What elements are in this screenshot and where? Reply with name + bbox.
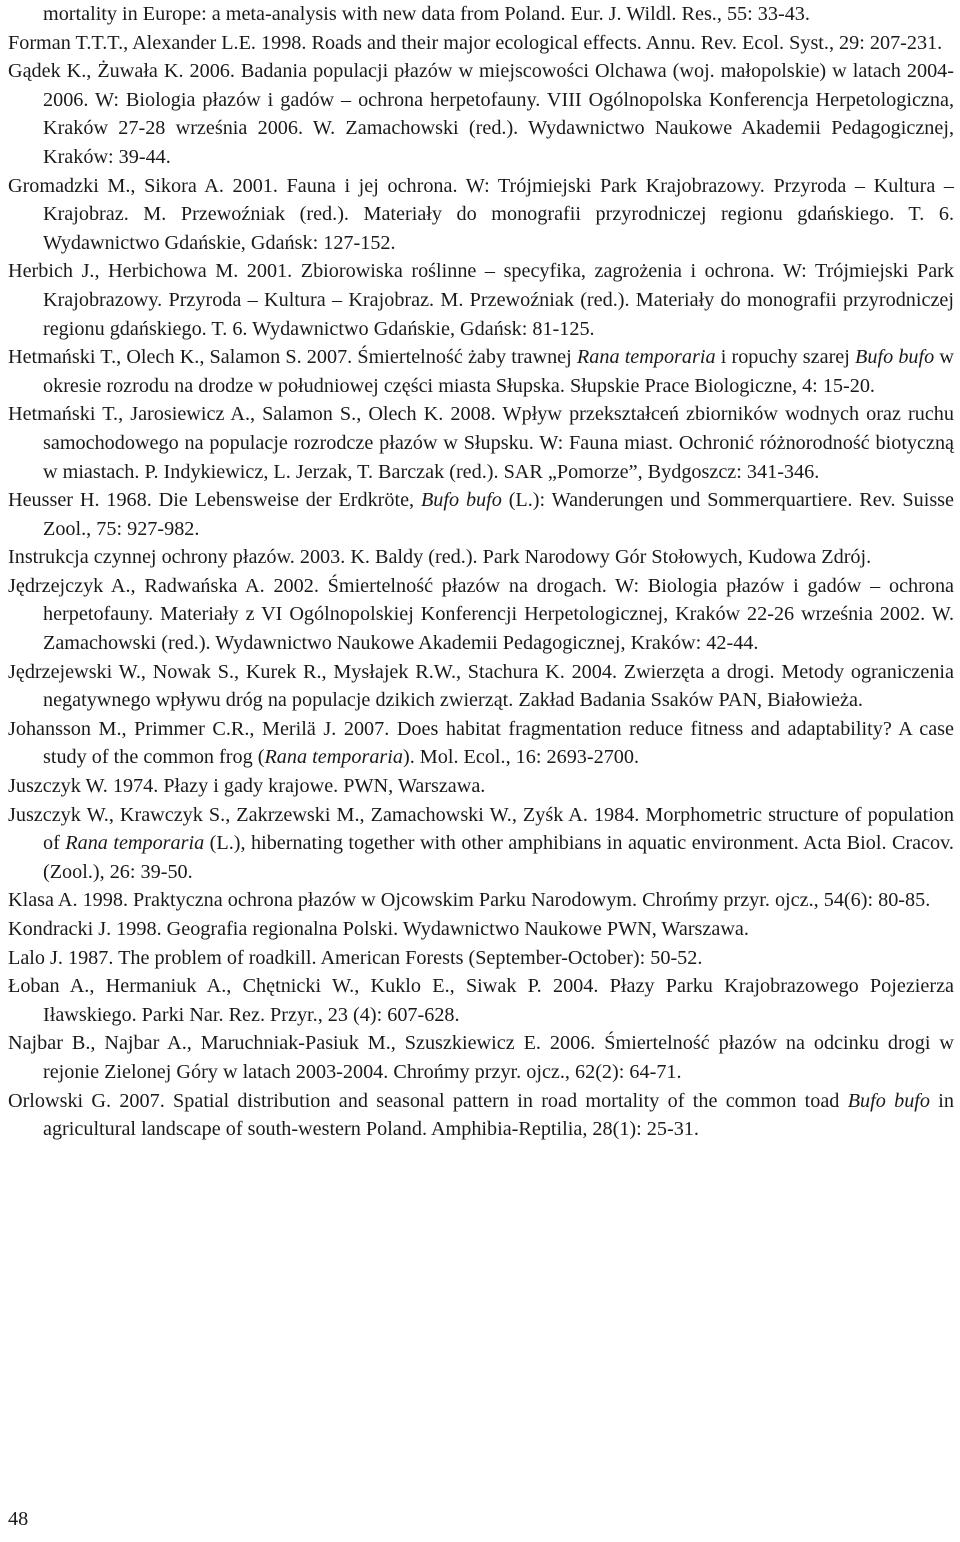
reference-entry	[8, 715, 954, 772]
reference-entry	[8, 944, 954, 973]
reference-text: Jędrzejczyk A., Radwańska A. 2002. Śmiertelność płazów na drogach. W: Biologia płazów i gadów – ochrona herpetofauny. Materiały z VI Ogólnopolskiej Konferencji Herpetologicznej, Kraków 22-26 września 2002. W. Zamachowski (red.). Wydawnictwo Naukowe Akademii Pedagogicznej, Kraków: 42-44.	[8, 574, 954, 655]
reference-text: Lalo J. 1987. The problem of roadkill. American Forests (September-October): 50-52.	[8, 946, 703, 969]
reference-text: mortality in Europe: a meta-analysis with new data from Poland. Eur. J. Wildl. Res., 55: 33-43.	[43, 3, 810, 25]
reference-text: ). Mol. Ecol., 16: 2693-2700.	[402, 746, 640, 769]
reference-list	[8, 0, 954, 1144]
reference-entry	[8, 572, 954, 658]
reference-text: Kondracki J. 1998. Geografia regionalna Polski. Wydawnictwo Naukowe PWN, Warszawa.	[8, 918, 749, 940]
reference-text: Instrukcja czynnej ochrony płazów. 2003. K. Baldy (red.). Park Narodowy Gór Stołowych, Kudowa Zdrój.	[8, 546, 872, 569]
reference-entry	[8, 343, 954, 400]
reference-entry	[8, 772, 954, 801]
reference-entry	[8, 400, 954, 486]
reference-entry	[8, 172, 954, 258]
reference-text: w okresie rozrodu na drodze w południowej części miasta Słupska. Słupskie Prace Biologiczne, 4: 15-20.	[43, 346, 954, 397]
reference-text: (L.): Wanderungen und Sommerquartiere. Rev. Suisse Zool., 75: 927-982.	[43, 489, 954, 540]
reference-text: Najbar B., Najbar A., Maruchniak-Pasiuk M., Szuszkiewicz E. 2006. Śmiertelność płazów na odcinku drogi w rejonie Zielonej Góry w latach 2003-2004. Chrońmy przyr. ojcz., 62(2): 64-71.	[8, 1032, 954, 1083]
species-name: Bufo bufo	[420, 489, 502, 512]
reference-entry	[8, 257, 954, 343]
reference-entry	[8, 915, 954, 944]
reference-entry	[8, 801, 954, 887]
reference-continuation	[8, 0, 954, 29]
reference-text: Klasa A. 1998. Praktyczna ochrona płazów w Ojcowskim Parku Narodowym. Chrońmy przyr. ojcz., 54(6): 80-85.	[8, 889, 931, 912]
reference-text: Johansson M., Primmer C.R., Merilä J. 2007. Does habitat fragmentation reduce fitness and adaptability? A case study of the common frog (	[8, 717, 954, 769]
reference-text: i ropuchy szarej	[715, 346, 856, 369]
reference-text: Jędrzejewski W., Nowak S., Kurek R., Mysłajek R.W., Stachura K. 2004. Zwierzęta a drogi. Metody ograniczenia negatywnego wpływu dróg na populacje dzikich zwierząt. Zakład Badania Ssaków PAN, Białowieża.	[8, 660, 954, 712]
reference-entry	[8, 972, 954, 1029]
reference-text: Gądek K., Żuwała K. 2006. Badania populacji płazów w miejscowości Olchawa (woj. małopolskie) w latach 2004-2006. W: Biologia płazów i gadów – ochrona herpetofauny. VIII Ogólnopolska Konferencja Herpetologiczna, Kraków 27-28 września 2006. W. Zamachowski (red.). Wydawnictwo Naukowe Akademii Pedagogicznej, Kraków: 39-44.	[8, 60, 954, 168]
species-name: Rana temporaria	[264, 746, 403, 769]
reference-entry	[8, 486, 954, 543]
reference-entry	[8, 1029, 954, 1086]
reference-text: Łoban A., Hermaniuk A., Chętnicki W., Kuklo E., Siwak P. 2004. Płazy Parku Krajobrazowego Pojezierza Iławskiego. Parki Nar. Rez. Przyr., 23 (4): 607-628.	[8, 975, 954, 1026]
reference-text: Hetmański T., Olech K., Salamon S. 2007. Śmiertelność żaby trawnej	[8, 346, 577, 369]
page-number: 48	[8, 1508, 29, 1530]
reference-entry	[8, 1087, 954, 1144]
reference-entry	[8, 57, 954, 171]
reference-entry	[8, 543, 954, 572]
species-name: Rana temporaria	[576, 346, 716, 369]
species-name: Rana temporaria	[65, 832, 205, 855]
reference-text: (L.), hibernating together with other amphibians in aquatic environment. Acta Biol. Cracov. (Zool.), 26: 39-50.	[43, 832, 954, 883]
reference-text: Orlowski G. 2007. Spatial distribution and seasonal pattern in road mortality of the common toad	[8, 1089, 848, 1112]
reference-text: Hetmański T., Jarosiewicz A., Salamon S., Olech K. 2008. Wpływ przekształceń zbiorników wodnych oraz ruchu samochodowego na populacje rozrodcze płazów w Słupsku. W: Fauna miast. Ochronić różnorodność biotyczną w miastach. P. Indykiewicz, L. Jerzak, T. Barczak (red.). SAR „Pomorze”, Bydgoszcz: 341-346.	[8, 403, 954, 483]
reference-entry	[8, 29, 954, 58]
species-name: Bufo bufo	[855, 346, 935, 369]
species-name: Bufo bufo	[847, 1089, 930, 1112]
reference-entry	[8, 658, 954, 715]
reference-text: Forman T.T.T., Alexander L.E. 1998. Roads and their major ecological effects. Annu. Rev. Ecol. Syst., 29: 207-231.	[8, 31, 943, 54]
reference-entry	[8, 886, 954, 915]
reference-text: in agricultural landscape of south-western Poland. Amphibia-Reptilia, 28(1): 25-31.	[43, 1089, 954, 1141]
reference-text: Juszczyk W. 1974. Płazy i gady krajowe. PWN, Warszawa.	[8, 775, 486, 798]
reference-text: Heusser H. 1968. Die Lebensweise der Erdkröte,	[8, 489, 421, 512]
reference-text: Gromadzki M., Sikora A. 2001. Fauna i jej ochrona. W: Trójmiejski Park Krajobrazowy. Przyroda – Kultura – Krajobraz. M. Przewoźniak (red.). Materiały do monografii przyrodniczej regionu gdańskiego. T. 6. Wydawnictwo Gdańskie, Gdańsk: 127-152.	[8, 174, 954, 254]
reference-text: Herbich J., Herbichowa M. 2001. Zbiorowiska roślinne – specyfika, zagrożenia i ochrona. W: Trójmiejski Park Krajobrazowy. Przyroda – Kultura – Krajobraz. M. Przewoźniak (red.). Materiały do monografii przyrodniczej regionu gdańskiego. T. 6. Wydawnictwo Gdańskie, Gdańsk: 81-125.	[8, 260, 954, 340]
reference-text: Juszczyk W., Krawczyk S., Zakrzewski M., Zamachowski W., Zyśk A. 1984. Morphometric structure of population of	[8, 803, 954, 855]
